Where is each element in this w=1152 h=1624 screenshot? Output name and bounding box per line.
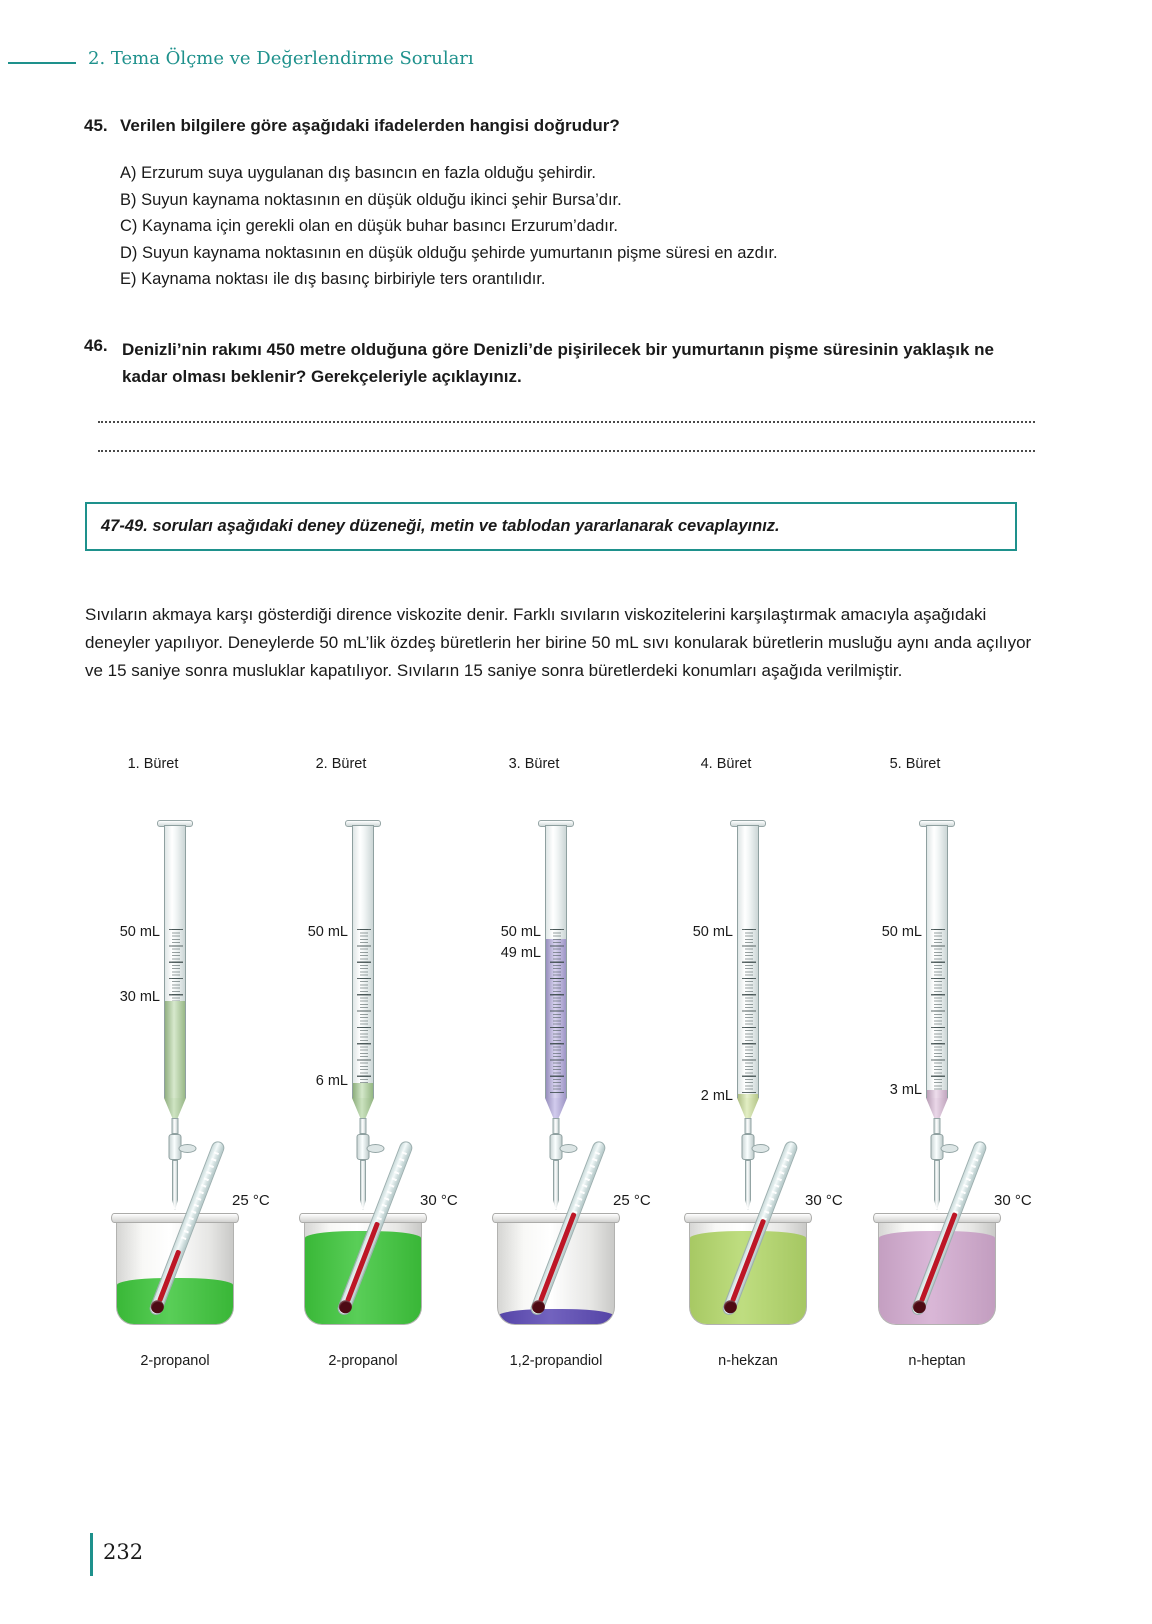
- beaker-liquid: [498, 1309, 614, 1324]
- burette-neck: [360, 1118, 367, 1134]
- beaker-rim: [111, 1213, 239, 1223]
- beaker-rim: [492, 1213, 620, 1223]
- station-3: [463, 740, 649, 1400]
- temperature-label: 30 °C: [805, 1192, 843, 1209]
- burette-scale-major: [550, 929, 564, 1093]
- question-45-text: Verilen bilgilere göre aşağıdaki ifadelerden hangisi doğrudur?: [120, 116, 620, 135]
- intro-paragraph: Sıvıların akmaya karşı gösterdiği dirence viskozite denir. Farklı sıvıların viskozitelerini karşılaştırmak amacıyla aşağıdaki deneyler yapılıyor. Deneylerde 50 mL’lik özdeş büretlerin her birine 50 mL sıvı konularak büretlerin musluğu aynı anda açılıyor ve 15 saniye sonra musluklar kapatılıyor. Sıvıların 15 saniye sonra büretlerdeki konumları aşağıda verilmiştir.: [85, 605, 1032, 680]
- burette-tube: [926, 825, 948, 1098]
- option-a: A) Erzurum suya uygulanan dış basıncın en fazla olduğu şehirdir.: [120, 164, 597, 182]
- burette-liquid: [738, 1094, 758, 1098]
- burette-spout: [172, 1160, 178, 1210]
- stopcock-handle: [752, 1144, 770, 1153]
- stopcock-handle: [367, 1144, 385, 1153]
- option-e: E) Kaynama noktası ile dış basınç birbiriyle ters orantılıdır.: [120, 270, 546, 288]
- burette: [341, 820, 385, 1220]
- buret-5-label: 5. Büret: [889, 756, 941, 772]
- substance-label: 2-propanol: [328, 1353, 398, 1369]
- buret-2-capacity-label: 50 mL: [307, 924, 348, 940]
- burette-spout: [934, 1160, 940, 1210]
- burette-liquid: [165, 1001, 185, 1098]
- question-46-number: 46.: [84, 336, 108, 355]
- beaker-rim: [299, 1213, 427, 1223]
- burette: [915, 820, 959, 1220]
- stopcock-handle: [941, 1144, 959, 1153]
- burette-spout: [553, 1160, 559, 1210]
- buret-4-level-label: 2 mL: [700, 1088, 733, 1104]
- question-46-text: Denizli’nin rakımı 450 metre olduğuna göre Denizli’de pişirilecek bir yumurtanın pişme süresinin yaklaşık ne kadar olması beklenir? Gerekçeleriyle açıklayınız.: [122, 340, 994, 386]
- beaker-rim: [684, 1213, 812, 1223]
- buret-4-label: 4. Büret: [700, 756, 752, 772]
- beaker-rim: [873, 1213, 1001, 1223]
- burette-spout: [360, 1160, 366, 1210]
- question-45-number: 45.: [84, 116, 108, 135]
- station-5: [844, 740, 1030, 1400]
- burette-tube: [545, 825, 567, 1098]
- burette: [726, 820, 770, 1220]
- burette-scale-major: [742, 929, 756, 1093]
- burette-scale-major: [357, 929, 371, 1093]
- stopcock: [931, 1134, 944, 1160]
- answer-line-1: [98, 421, 1035, 423]
- page-header-title: 2. Tema Ölçme ve Değerlendirme Soruları: [88, 48, 474, 69]
- burette-neck: [172, 1118, 179, 1134]
- buret-5-level-label: 3 mL: [889, 1082, 922, 1098]
- substance-label: n-heptan: [908, 1353, 966, 1369]
- buret-1-level-label: 30 mL: [119, 989, 160, 1005]
- buret-3-label: 3. Büret: [508, 756, 560, 772]
- burette: [153, 820, 197, 1220]
- temperature-label: 25 °C: [613, 1192, 651, 1209]
- buret-2-level-label: 6 mL: [315, 1073, 348, 1089]
- stopcock: [550, 1134, 563, 1160]
- option-b: B) Suyun kaynama noktasının en düşük olduğu ikinci şehir Bursa’dır.: [120, 190, 622, 209]
- burette-taper: [545, 1098, 567, 1118]
- stopcock: [169, 1134, 182, 1160]
- burette-liquid: [927, 1090, 947, 1098]
- station-1: [82, 740, 268, 1400]
- buret-5-capacity-label: 50 mL: [881, 924, 922, 940]
- buret-3-capacity-label: 50 mL: [500, 924, 541, 940]
- temperature-label: 30 °C: [420, 1192, 458, 1209]
- instruction-box: 47-49. soruları aşağıdaki deney düzeneği, metin ve tablodan yararlanarak cevaplayınız.: [85, 502, 1017, 551]
- page-number: 232: [103, 1540, 144, 1564]
- experiment-diagram: [0, 740, 1152, 1420]
- stopcock: [357, 1134, 370, 1160]
- temperature-label: 25 °C: [232, 1192, 270, 1209]
- answer-line-2: [98, 450, 1035, 452]
- substance-label: 1,2-propandiol: [509, 1353, 603, 1369]
- burette-taper: [352, 1098, 374, 1118]
- burette-taper: [737, 1098, 759, 1118]
- question-45-options: [120, 160, 1040, 293]
- substance-label: 2-propanol: [140, 1353, 210, 1369]
- burette-taper: [926, 1098, 948, 1118]
- burette-spout: [745, 1160, 751, 1210]
- buret-1-label: 1. Büret: [127, 756, 179, 772]
- burette-taper: [164, 1098, 186, 1118]
- buret-3-level-label: 49 mL: [500, 945, 541, 961]
- buret-1-capacity-label: 50 mL: [119, 924, 160, 940]
- stopcock: [742, 1134, 755, 1160]
- burette-neck: [745, 1118, 752, 1134]
- footer-accent-bar: [90, 1533, 93, 1576]
- option-d: D) Suyun kaynama noktasının en düşük olduğu şehirde yumurtanın pişme süresi en azdır.: [120, 243, 778, 262]
- burette-tube: [737, 825, 759, 1098]
- burette-tube: [164, 825, 186, 1098]
- stopcock-handle: [560, 1144, 578, 1153]
- beaker-liquid: [117, 1278, 233, 1324]
- burette-tube: [352, 825, 374, 1098]
- burette-scale-major: [931, 929, 945, 1093]
- option-c: C) Kaynama için gerekli olan en düşük buhar basıncı Erzurum’dadır.: [120, 217, 619, 235]
- buret-4-capacity-label: 50 mL: [692, 924, 733, 940]
- substance-label: n-hekzan: [718, 1353, 778, 1369]
- burette-neck: [934, 1118, 941, 1134]
- stopcock-handle: [179, 1144, 197, 1153]
- burette-liquid: [353, 1083, 373, 1098]
- header-rule: [8, 62, 76, 64]
- buret-2-label: 2. Büret: [315, 756, 367, 772]
- burette: [534, 820, 578, 1220]
- station-2: [270, 740, 456, 1400]
- burette-neck: [553, 1118, 560, 1134]
- temperature-label: 30 °C: [994, 1192, 1032, 1209]
- station-4: [655, 740, 841, 1400]
